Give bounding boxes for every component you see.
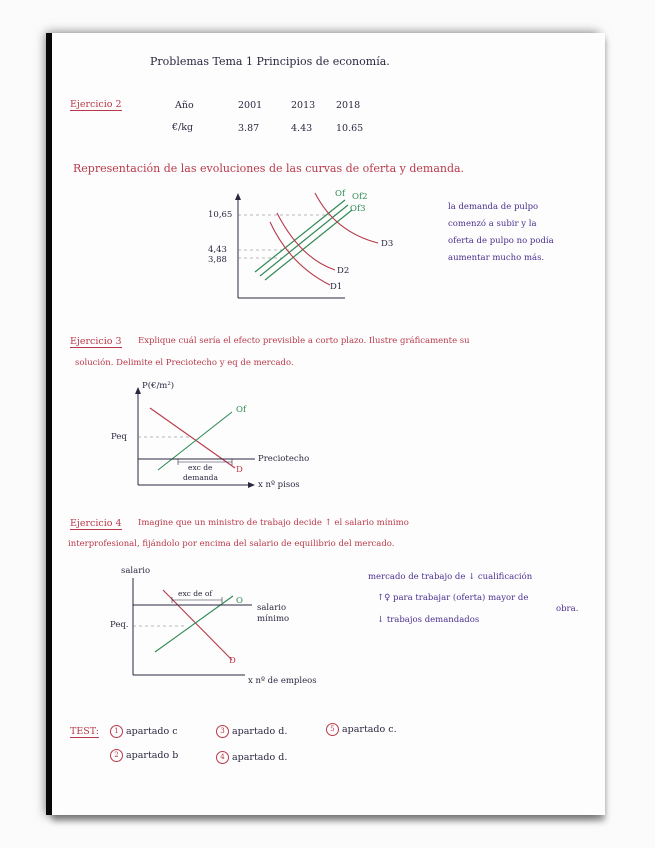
ejercicio3-text-1: Explique cuál sería el efecto previsible a corto plazo. Ilustre gráficamente su: [138, 336, 470, 346]
ejercicio2-label: Ejercicio 2: [70, 99, 122, 110]
graph4-d-label: D: [229, 656, 236, 666]
table-header-2013: 2013: [291, 100, 316, 111]
test-label: TEST:: [70, 726, 99, 737]
test-number-4: 4: [216, 751, 229, 764]
test-item-1: [110, 725, 178, 738]
test-item-2: [110, 749, 178, 762]
test-answer-1: apartado c: [126, 726, 178, 737]
graph3-ceiling-label: Preciotecho: [258, 454, 310, 464]
curve-label-of: Of: [335, 189, 346, 199]
graph3-exc-1: exc de: [188, 463, 213, 472]
tick-10-65: 10,65: [208, 210, 233, 220]
ejercicio2-subtitle: Representación de las evoluciones de las curvas de oferta y demanda.: [73, 162, 465, 175]
curve-label-d2: D2: [337, 266, 350, 276]
graph3-ylabel: P(€/m²): [142, 381, 175, 391]
graph3-xlabel: x nº pisos: [258, 480, 300, 490]
graph3-peq: Peq: [111, 432, 127, 442]
graph3-exc-2: demanda: [183, 473, 218, 482]
graph4-floor-2: mínimo: [257, 614, 290, 624]
test-answer-3: apartado d.: [232, 726, 288, 737]
ejercicio4-text-2: interprofesional, fijándolo por encima del salario de equilibrio del mercado.: [68, 539, 395, 549]
test-number-5: 5: [326, 723, 339, 736]
test-answer-2: apartado b: [126, 750, 179, 761]
note-line-2: comenzó a subir y la: [448, 219, 537, 229]
graph4-exc: exc de of: [178, 589, 213, 598]
table-header-2001: 2001: [238, 100, 263, 111]
table-header-2018: 2018: [336, 100, 361, 111]
test-number-1: 1: [110, 725, 123, 738]
ejercicio4-label: Ejercicio 4: [70, 518, 122, 529]
ejercicio3-text-2: solución. Delimite el Preciotecho y eq de mercado.: [75, 358, 294, 368]
test-number-2: 2: [110, 749, 123, 762]
table-value-2018: 10.65: [336, 123, 364, 134]
test-answer-4: apartado d.: [232, 752, 288, 763]
curve-label-of2: Of2: [352, 192, 368, 202]
graph4-o-label: O: [236, 596, 243, 606]
graph4-xlabel: x nº de empleos: [248, 676, 317, 686]
graph4-floor-1: salario: [257, 603, 287, 613]
curve-label-d3: D3: [381, 239, 394, 249]
test-item-5: [326, 723, 397, 736]
curve-label-of3: Of3: [350, 204, 366, 214]
test-number-3: 3: [216, 725, 229, 738]
test-item-4: [216, 751, 287, 764]
note-line-3: oferta de pulpo no podía: [448, 236, 554, 246]
table-unit: €/kg: [172, 122, 194, 133]
graph4-ylabel: salario: [121, 566, 151, 576]
tick-3-88: 3,88: [208, 255, 227, 265]
tick-4-43: 4,43: [208, 245, 227, 255]
ej4-note-3: obra.: [556, 604, 579, 614]
curve-label-d1: D1: [330, 282, 343, 292]
ej4-note-4: ↓ trabajos demandados: [377, 615, 480, 625]
ej4-note-2: ↑♀ para trabajar (oferta) mayor de: [377, 593, 529, 603]
page-title: Problemas Tema 1 Principios de economía.: [150, 55, 390, 68]
note-line-4: aumentar mucho más.: [448, 253, 545, 263]
graph4-peq: Peq.: [110, 620, 129, 630]
graph3-of-label: Of: [236, 405, 247, 415]
table-header-year: Año: [175, 100, 194, 111]
graph3-d-label: D: [236, 465, 243, 475]
table-value-2001: 3.87: [238, 123, 260, 134]
test-item-3: [216, 725, 287, 738]
test-answer-5: apartado c.: [342, 724, 397, 735]
ej4-note-1: mercado de trabajo de ↓ cualificación: [368, 572, 533, 582]
note-line-1: la demanda de pulpo: [448, 202, 539, 212]
table-value-2013: 4.43: [291, 123, 313, 134]
ejercicio3-label: Ejercicio 3: [70, 336, 122, 347]
ejercicio4-text-1: Imagine que un ministro de trabajo decide ↑ el salario mínimo: [138, 518, 409, 528]
